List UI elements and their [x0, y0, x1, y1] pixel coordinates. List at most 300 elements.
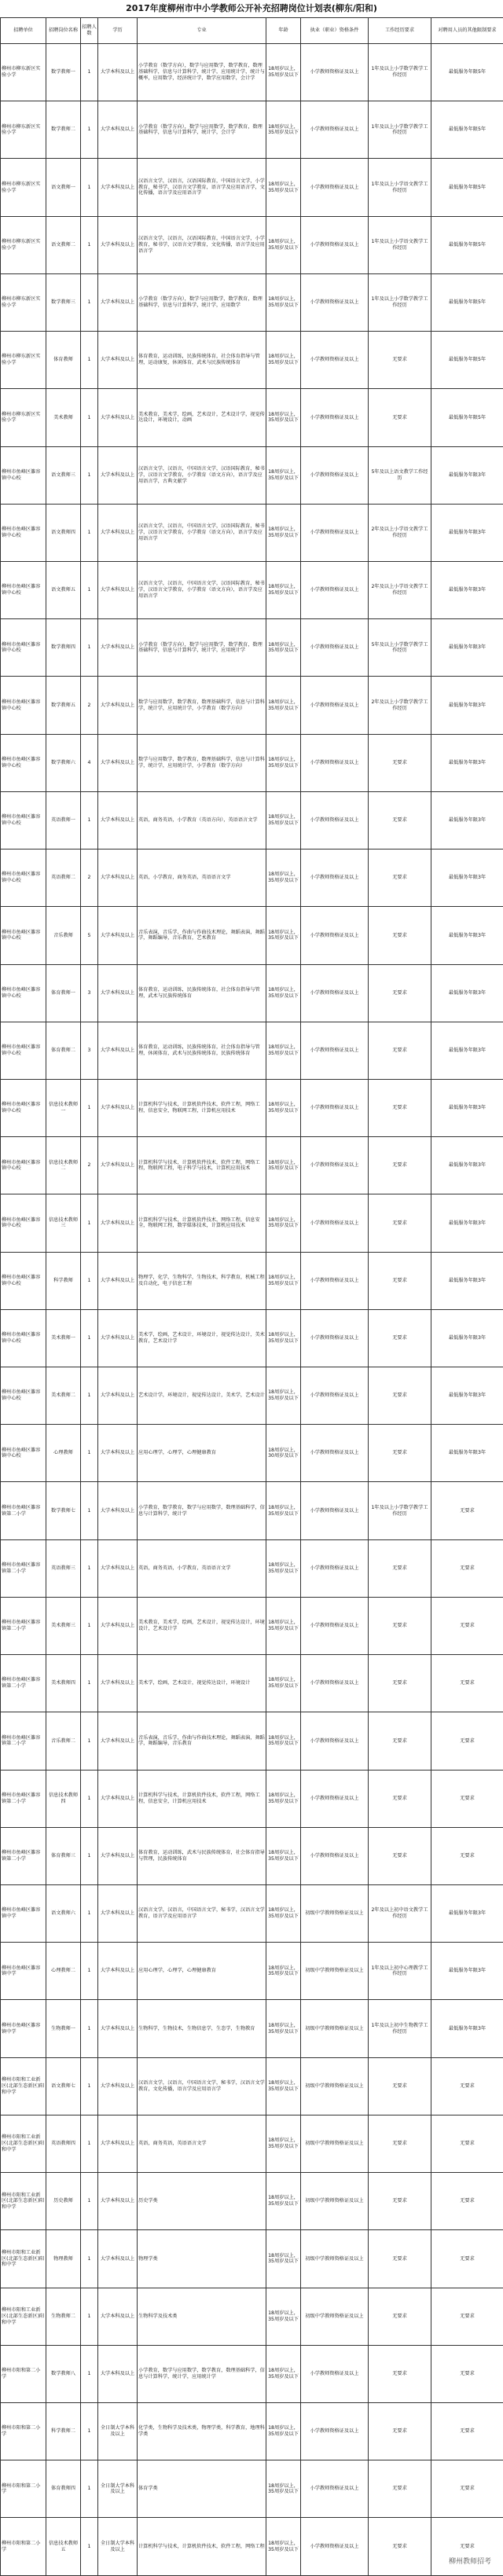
major-cell: 小学教育（数学方向），数学与应用数学，数学教育，数理基础科学，信息与计算科学，统计学，应用数学 [138, 273, 266, 331]
age-cell: 18周岁以上，35周岁及以下 [266, 2402, 301, 2460]
major-cell: 英语，商务英语，小学教育，英语语言文学 [138, 1539, 266, 1597]
age-cell: 18周岁以上，35周岁及以下 [266, 619, 301, 677]
unit-cell: 柳州市鱼峰区雒容镇中心校 [1, 849, 46, 907]
age-cell: 18周岁以上，35周岁及以下 [266, 1597, 301, 1654]
experience-cell: 无要求 [369, 2402, 431, 2460]
table-row [1, 332, 503, 389]
position-cell: 美术教师二 [46, 1367, 81, 1425]
experience-cell: 无要求 [369, 1137, 431, 1194]
age-cell: 18周岁以上，35周岁及以下 [266, 216, 301, 273]
position-cell: 英语教师一 [46, 791, 81, 849]
experience-cell: 无要求 [369, 2460, 431, 2518]
qualification-cell: 小学教师资格证及以上 [301, 677, 369, 734]
major-cell: 小学教育（数学方向），数学与应用数学，数学教育，数理基础科学，信息与计算科学，统计学，会计学 [138, 101, 266, 159]
count-cell: 1 [81, 1425, 98, 1482]
age-cell: 18周岁以上，35周岁及以下 [266, 1367, 301, 1425]
education-cell: 大学本科及以上 [98, 2057, 138, 2115]
education-cell: 大学本科及以上 [98, 273, 138, 331]
restriction-cell: 最低服务年限3年 [431, 1252, 503, 1309]
education-cell: 大学本科及以上 [98, 504, 138, 561]
major-cell: 汉语言文学，汉语言，中国语言文学，汉语国际教育，秘书学，汉语言文学教育，小学教育（语文方向），语言学及应用语言学 [138, 561, 266, 618]
position-cell: 信息技术教师二 [46, 1137, 81, 1194]
experience-cell: 1年及以上小学数学教学工作经历 [369, 1482, 431, 1539]
table-row [1, 1252, 503, 1309]
count-cell: 1 [81, 2230, 98, 2288]
unit-cell: 柳州市鱼峰区雒容镇中心校 [1, 446, 46, 504]
age-cell: 18周岁以上，35周岁及以下 [266, 561, 301, 618]
count-cell: 1 [81, 1827, 98, 1884]
restriction-cell: 最低服务年限5年 [431, 101, 503, 159]
restriction-cell: 无要求 [431, 2288, 503, 2345]
restriction-cell: 最低服务年限3年 [431, 1079, 503, 1136]
unit-cell: 柳州市柳东新区实验小学 [1, 216, 46, 273]
major-cell: 生物科学，生物技术，生物信息学，生态学，生物教育 [138, 2000, 266, 2057]
count-cell: 2 [81, 677, 98, 734]
experience-cell: 无要求 [369, 1022, 431, 1079]
position-cell: 体育教师四 [46, 2460, 81, 2518]
age-cell: 18周岁以上，35周岁及以下 [266, 1194, 301, 1252]
major-cell: 英语，商务英语，英语语言文学 [138, 2115, 266, 2172]
count-cell: 4 [81, 734, 98, 791]
qualification-cell: 小学教师资格证及以上 [301, 849, 369, 907]
age-cell: 18周岁以上，35周岁及以下 [266, 44, 301, 101]
education-cell: 大学本科及以上 [98, 1022, 138, 1079]
table-row [1, 619, 503, 677]
age-cell: 18周岁以上，35周岁及以下 [266, 1022, 301, 1079]
restriction-cell: 最低服务年限3年 [431, 907, 503, 964]
major-cell: 英语，商务英语，小学教育（英语方向），英语语言文学 [138, 791, 266, 849]
count-cell: 1 [81, 2115, 98, 2172]
education-cell: 大学本科及以上 [98, 1252, 138, 1309]
experience-cell: 1年及以上小学数学教学工作经历 [369, 273, 431, 331]
table-row [1, 101, 503, 159]
major-cell: 生物科学及技术类 [138, 2288, 266, 2345]
recruitment-table [0, 17, 503, 2576]
age-cell: 18周岁以上，35周岁及以下 [266, 1309, 301, 1367]
education-cell: 大学本科及以上 [98, 1827, 138, 1884]
table-row [1, 1597, 503, 1654]
qualification-cell: 初级中学教师资格证及以上 [301, 1943, 369, 2000]
education-cell: 大学本科及以上 [98, 389, 138, 446]
position-cell: 信息技术教师四 [46, 1770, 81, 1827]
col-header: 对聘用人员的其他限制要求 [431, 18, 503, 44]
education-cell: 大学本科及以上 [98, 561, 138, 618]
table-row [1, 1539, 503, 1597]
position-cell: 数学教师四 [46, 619, 81, 677]
count-cell: 2 [81, 1137, 98, 1194]
qualification-cell: 初级中学教师资格证及以上 [301, 2000, 369, 2057]
count-cell: 1 [81, 2057, 98, 2115]
count-cell: 1 [81, 1539, 98, 1597]
qualification-cell: 小学教师资格证及以上 [301, 1827, 369, 1884]
unit-cell: 柳州市鱼峰区雒容镇第二小学 [1, 1770, 46, 1827]
position-cell: 美术教师三 [46, 1597, 81, 1654]
restriction-cell: 最低服务年限3年 [431, 446, 503, 504]
unit-cell: 柳州市鱼峰区雒容镇中心校 [1, 504, 46, 561]
unit-cell: 柳州市阳和工业新区(北部生态新区)阳和中学 [1, 2288, 46, 2345]
age-cell: 18周岁以上，35周岁及以下 [266, 2518, 301, 2575]
count-cell: 1 [81, 504, 98, 561]
experience-cell: 无要求 [369, 1712, 431, 1770]
table-row [1, 561, 503, 618]
major-cell: 应用心理学，心理学，心理健康教育 [138, 1425, 266, 1482]
unit-cell: 柳州市鱼峰区雒容镇中心校 [1, 1079, 46, 1136]
major-cell: 计算机科学与技术，计算机软件技术，网络工程，信息安全，物联网工程，数字媒体技术，计算机应用技术 [138, 1194, 266, 1252]
age-cell: 18周岁以上，30周岁及以下 [266, 1425, 301, 1482]
education-cell: 大学本科及以上 [98, 2230, 138, 2288]
table-row [1, 446, 503, 504]
count-cell: 1 [81, 446, 98, 504]
table-row [1, 1885, 503, 1943]
restriction-cell: 最低服务年限3年 [431, 2000, 503, 2057]
unit-cell: 柳州市阳和第二小学 [1, 2345, 46, 2402]
qualification-cell: 小学教师资格证及以上 [301, 504, 369, 561]
qualification-cell: 小学教师资格证及以上 [301, 1194, 369, 1252]
table-row [1, 1482, 503, 1539]
count-cell: 1 [81, 101, 98, 159]
unit-cell: 柳州市鱼峰区雒容镇中学 [1, 2000, 46, 2057]
position-cell: 数学教师七 [46, 1482, 81, 1539]
table-row [1, 2288, 503, 2345]
education-cell: 全日制大学本科及以上 [98, 2518, 138, 2575]
table-row [1, 2460, 503, 2518]
restriction-cell: 最低服务年限5年 [431, 389, 503, 446]
age-cell: 18周岁以上，35周岁及以下 [266, 964, 301, 1022]
age-cell: 18周岁以上，35周岁及以下 [266, 677, 301, 734]
position-cell: 科学教师二 [46, 2402, 81, 2460]
restriction-cell: 最低服务年限3年 [431, 1309, 503, 1367]
position-cell: 数学教师一 [46, 44, 81, 101]
restriction-cell: 最低服务年限3年 [431, 791, 503, 849]
restriction-cell: 无要求 [431, 2173, 503, 2230]
major-cell: 汉语言文学，汉语言，汉语国际教育，中国语言文学，小学教育，秘书学，汉语言文学教育，文化传播，语言学及应用语言学 [138, 216, 266, 273]
restriction-cell: 最低服务年限3年 [431, 1425, 503, 1482]
count-cell: 1 [81, 561, 98, 618]
major-cell: 小学教育（数学方向），数学与应用数学，数学教育，数理基础科学，信息与计算科学，统计学，应用统计学，统计与概率，应用数学，经济统计学，数学应用数学，会计学 [138, 44, 266, 101]
experience-cell: 无要求 [369, 791, 431, 849]
experience-cell: 1年及以上小学语文教学工作经历 [369, 159, 431, 216]
restriction-cell: 最低服务年限3年 [431, 849, 503, 907]
experience-cell: 无要求 [369, 1194, 431, 1252]
experience-cell: 2年及以上小学数学教学工作经历 [369, 677, 431, 734]
position-cell: 美术教师 [46, 389, 81, 446]
age-cell: 18周岁以上，35周岁及以下 [266, 504, 301, 561]
count-cell: 1 [81, 1712, 98, 1770]
unit-cell: 柳州市鱼峰区雒容镇中心校 [1, 907, 46, 964]
experience-cell: 1年及以上初中生物教学工作经历 [369, 2000, 431, 2057]
position-cell: 心理教师 [46, 1425, 81, 1482]
count-cell: 1 [81, 1309, 98, 1367]
qualification-cell: 小学教师资格证及以上 [301, 1597, 369, 1654]
unit-cell: 柳州市阳和第二小学 [1, 2402, 46, 2460]
restriction-cell: 最低服务年限3年 [431, 504, 503, 561]
col-header: 年龄 [266, 18, 301, 44]
experience-cell: 无要求 [369, 2115, 431, 2172]
restriction-cell: 无要求 [431, 1770, 503, 1827]
major-cell: 历史学类 [138, 2173, 266, 2230]
age-cell: 18周岁以上，35周岁及以下 [266, 389, 301, 446]
experience-cell: 无要求 [369, 389, 431, 446]
table-row [1, 1137, 503, 1194]
experience-cell: 无要求 [369, 849, 431, 907]
experience-cell: 2年及以上小学语文教学工作经历 [369, 504, 431, 561]
major-cell: 美术教育，美术学，绘画，艺术设计，艺术设计学，视觉传达设计，环境设计，动画 [138, 389, 266, 446]
age-cell: 18周岁以上，35周岁及以下 [266, 2115, 301, 2172]
experience-cell: 无要求 [369, 1597, 431, 1654]
unit-cell: 柳州市柳东新区实验小学 [1, 389, 46, 446]
qualification-cell: 小学教师资格证及以上 [301, 216, 369, 273]
table-body [1, 44, 503, 2576]
position-cell: 信息技术教师五 [46, 2518, 81, 2575]
experience-cell: 无要求 [369, 734, 431, 791]
major-cell: 英语，小学教育，商务英语，英语语言文学 [138, 849, 266, 907]
qualification-cell: 小学教师资格证及以上 [301, 1655, 369, 1712]
age-cell: 18周岁以上，35周岁及以下 [266, 734, 301, 791]
col-header: 专业 [138, 18, 266, 44]
age-cell: 18周岁以上，35周岁及以下 [266, 273, 301, 331]
education-cell: 大学本科及以上 [98, 446, 138, 504]
unit-cell: 柳州市柳东新区实验小学 [1, 273, 46, 331]
qualification-cell: 小学教师资格证及以上 [301, 1137, 369, 1194]
major-cell: 小学教育（数学方向），数学与应用数学，数学教育，数理基础科学，信息与计算科学，统计学，应用统计学 [138, 619, 266, 677]
count-cell: 1 [81, 216, 98, 273]
education-cell: 大学本科及以上 [98, 1712, 138, 1770]
table-row [1, 734, 503, 791]
table-row [1, 2057, 503, 2115]
unit-cell: 柳州市鱼峰区雒容镇第二小学 [1, 1539, 46, 1597]
age-cell: 18周岁以上，35周岁及以下 [266, 907, 301, 964]
unit-cell: 柳州市阳和工业新区(北部生态新区)阳和中学 [1, 2230, 46, 2288]
qualification-cell: 小学教师资格证及以上 [301, 389, 369, 446]
major-cell: 汉语言文学，汉语言，中国语言文学，秘书学，汉语言文学教育，文化传播，语言学及应用语言学 [138, 2057, 266, 2115]
col-header: 工作经历要求 [369, 18, 431, 44]
experience-cell: 1年及以上小学数学教学工作经历 [369, 101, 431, 159]
table-row [1, 964, 503, 1022]
count-cell: 3 [81, 964, 98, 1022]
unit-cell: 柳州市鱼峰区雒容镇中学 [1, 1885, 46, 1943]
qualification-cell: 小学教师资格证及以上 [301, 101, 369, 159]
count-cell: 3 [81, 1022, 98, 1079]
count-cell: 1 [81, 2402, 98, 2460]
qualification-cell: 小学教师资格证及以上 [301, 2345, 369, 2402]
age-cell: 18周岁以上，35周岁及以下 [266, 2460, 301, 2518]
table-row [1, 2115, 503, 2172]
qualification-cell: 小学教师资格证及以上 [301, 1425, 369, 1482]
age-cell: 18周岁以上，35周岁及以下 [266, 1137, 301, 1194]
experience-cell: 5年及以上语文教学工作经历 [369, 446, 431, 504]
count-cell: 1 [81, 2460, 98, 2518]
count-cell: 1 [81, 1885, 98, 1943]
count-cell: 2 [81, 849, 98, 907]
qualification-cell: 小学教师资格证及以上 [301, 1770, 369, 1827]
qualification-cell: 小学教师资格证及以上 [301, 907, 369, 964]
experience-cell: 2年及以上初中语文教学工作经历 [369, 1885, 431, 1943]
qualification-cell: 小学教师资格证及以上 [301, 1712, 369, 1770]
restriction-cell: 无要求 [431, 1712, 503, 1770]
experience-cell: 无要求 [369, 332, 431, 389]
watermark: 柳州教师招考 [446, 2555, 494, 2567]
experience-cell: 无要求 [369, 1827, 431, 1884]
experience-cell: 1年及以上小学数学教学工作经历 [369, 44, 431, 101]
unit-cell: 柳州市阳和第二小学 [1, 2460, 46, 2518]
education-cell: 大学本科及以上 [98, 2288, 138, 2345]
count-cell: 1 [81, 1252, 98, 1309]
education-cell: 大学本科及以上 [98, 216, 138, 273]
education-cell: 大学本科及以上 [98, 1943, 138, 2000]
education-cell: 大学本科及以上 [98, 619, 138, 677]
count-cell: 1 [81, 1194, 98, 1252]
restriction-cell: 最低服务年限3年 [431, 734, 503, 791]
experience-cell: 无要求 [369, 1309, 431, 1367]
experience-cell: 无要求 [369, 907, 431, 964]
qualification-cell: 小学教师资格证及以上 [301, 273, 369, 331]
table-row [1, 389, 503, 446]
age-cell: 18周岁以上，35周岁及以下 [266, 2230, 301, 2288]
table-row [1, 2345, 503, 2402]
table-row [1, 1770, 503, 1827]
education-cell: 大学本科及以上 [98, 1079, 138, 1136]
major-cell: 计算机科学与技术，计算机软件技术，软件工程，网络工程，信息安全，物联网工程，计算机应用技术 [138, 1079, 266, 1136]
count-cell: 1 [81, 332, 98, 389]
major-cell: 体育教育，运动训练，民族传统体育，社会体育指导与管理，武术与民族传统体育 [138, 964, 266, 1022]
position-cell: 音乐教师二 [46, 1712, 81, 1770]
education-cell: 大学本科及以上 [98, 1770, 138, 1827]
table-row [1, 2230, 503, 2288]
education-cell: 大学本科及以上 [98, 1597, 138, 1654]
major-cell: 物理学类 [138, 2230, 266, 2288]
experience-cell: 1年及以上初中心理教学工作经历 [369, 1943, 431, 2000]
restriction-cell: 最低服务年限3年 [431, 1367, 503, 1425]
col-header: 招聘单位 [1, 18, 46, 44]
count-cell: 1 [81, 2288, 98, 2345]
count-cell: 1 [81, 2173, 98, 2230]
qualification-cell: 小学教师资格证及以上 [301, 1022, 369, 1079]
qualification-cell: 小学教师资格证及以上 [301, 791, 369, 849]
position-cell: 英语教师四 [46, 2115, 81, 2172]
qualification-cell: 小学教师资格证及以上 [301, 734, 369, 791]
unit-cell: 柳州市鱼峰区雒容镇中心校 [1, 734, 46, 791]
count-cell: 1 [81, 1943, 98, 2000]
position-cell: 生物教师一 [46, 2000, 81, 2057]
education-cell: 大学本科及以上 [98, 2115, 138, 2172]
count-cell: 1 [81, 273, 98, 331]
count-cell: 1 [81, 1079, 98, 1136]
count-cell: 1 [81, 2518, 98, 2575]
qualification-cell: 小学教师资格证及以上 [301, 1367, 369, 1425]
unit-cell: 柳州市阳和工业新区(北部生态新区)阳和中学 [1, 2057, 46, 2115]
qualification-cell: 初级中学教师资格证及以上 [301, 2173, 369, 2230]
table-row [1, 504, 503, 561]
count-cell: 1 [81, 791, 98, 849]
unit-cell: 柳州市阳和工业新区(北部生态新区)阳和中学 [1, 2115, 46, 2172]
qualification-cell: 小学教师资格证及以上 [301, 1252, 369, 1309]
major-cell: 物理学，化学，生物科学，生物技术，科学教育，机械工程及自动化，电子信息工程 [138, 1252, 266, 1309]
education-cell: 大学本科及以上 [98, 791, 138, 849]
age-cell: 18周岁以上，35周岁及以下 [266, 2057, 301, 2115]
education-cell: 全日制大学本科及以上 [98, 2402, 138, 2460]
restriction-cell: 无要求 [431, 2115, 503, 2172]
education-cell: 大学本科及以上 [98, 1482, 138, 1539]
position-cell: 科学教师 [46, 1252, 81, 1309]
table-row [1, 44, 503, 101]
table-row [1, 1194, 503, 1252]
age-cell: 18周岁以上，35周岁及以下 [266, 1712, 301, 1770]
table-row [1, 1425, 503, 1482]
qualification-cell: 初级中学教师资格证及以上 [301, 2288, 369, 2345]
experience-cell: 无要求 [369, 1252, 431, 1309]
experience-cell: 5年及以上小学数学教学工作经历 [369, 619, 431, 677]
table-row [1, 1022, 503, 1079]
age-cell: 18周岁以上，35周岁及以下 [266, 101, 301, 159]
restriction-cell: 最低服务年限3年 [431, 1137, 503, 1194]
education-cell: 大学本科及以上 [98, 1539, 138, 1597]
position-cell: 美术教师一 [46, 1309, 81, 1367]
qualification-cell: 初级中学教师资格证及以上 [301, 1885, 369, 1943]
position-cell: 语文教师一 [46, 159, 81, 216]
qualification-cell: 小学教师资格证及以上 [301, 332, 369, 389]
qualification-cell: 小学教师资格证及以上 [301, 2518, 369, 2575]
experience-cell: 无要求 [369, 1539, 431, 1597]
age-cell: 18周岁以上，35周岁及以下 [266, 1079, 301, 1136]
age-cell: 18周岁以上，35周岁及以下 [266, 2173, 301, 2230]
age-cell: 18周岁以上，35周岁及以下 [266, 1827, 301, 1884]
restriction-cell: 无要求 [431, 1655, 503, 1712]
restriction-cell: 最低服务年限3年 [431, 619, 503, 677]
major-cell: 美术学，绘画，艺术设计，视觉传达设计，环境设计 [138, 1655, 266, 1712]
experience-cell: 无要求 [369, 1367, 431, 1425]
experience-cell: 无要求 [369, 1079, 431, 1136]
position-cell: 英语教师二 [46, 849, 81, 907]
education-cell: 大学本科及以上 [98, 332, 138, 389]
age-cell: 18周岁以上，35周岁及以下 [266, 791, 301, 849]
restriction-cell: 最低服务年限5年 [431, 332, 503, 389]
age-cell: 18周岁以上，35周岁及以下 [266, 1482, 301, 1539]
col-header: 学历 [98, 18, 138, 44]
age-cell: 18周岁以上，35周岁及以下 [266, 1539, 301, 1597]
age-cell: 18周岁以上，35周岁及以下 [266, 1885, 301, 1943]
qualification-cell: 小学教师资格证及以上 [301, 1079, 369, 1136]
qualification-cell: 初级中学教师资格证及以上 [301, 2115, 369, 2172]
education-cell: 大学本科及以上 [98, 734, 138, 791]
education-cell: 大学本科及以上 [98, 2345, 138, 2402]
major-cell: 体育教育，运动训练，武术与民族传统体育，社会体育指导与管理，民族传统体育 [138, 1827, 266, 1884]
position-cell: 生物教师二 [46, 2288, 81, 2345]
major-cell: 艺术设计学，环境设计，视觉传达设计，美术学，艺术设计 [138, 1367, 266, 1425]
experience-cell: 无要求 [369, 2230, 431, 2288]
restriction-cell: 最低服务年限5年 [431, 273, 503, 331]
age-cell: 18周岁以上，35周岁及以下 [266, 2345, 301, 2402]
position-cell: 英语教师三 [46, 1539, 81, 1597]
education-cell: 大学本科及以上 [98, 1367, 138, 1425]
table-row [1, 2402, 503, 2460]
position-cell: 体育教师 [46, 332, 81, 389]
major-cell: 小学教育，数学教育，数学与应用数学，数理基础科学，信息与计算科学，统计学 [138, 1482, 266, 1539]
experience-cell: 无要求 [369, 2057, 431, 2115]
count-cell: 5 [81, 907, 98, 964]
restriction-cell: 最低服务年限5年 [431, 216, 503, 273]
unit-cell: 柳州市鱼峰区雒容镇中心校 [1, 1194, 46, 1252]
age-cell: 18周岁以上，35周岁及以下 [266, 1655, 301, 1712]
table-row [1, 849, 503, 907]
unit-cell: 柳州市柳东新区实验小学 [1, 101, 46, 159]
education-cell: 大学本科及以上 [98, 1137, 138, 1194]
experience-cell: 2年及以上小学语文教学工作经历 [369, 561, 431, 618]
count-cell: 1 [81, 1770, 98, 1827]
experience-cell: 无要求 [369, 964, 431, 1022]
restriction-cell: 无要求 [431, 2057, 503, 2115]
unit-cell: 柳州市鱼峰区雒容镇中心校 [1, 791, 46, 849]
major-cell: 计算机科学与技术，计算机软件技术，软件工程，网络工程 [138, 2518, 266, 2575]
